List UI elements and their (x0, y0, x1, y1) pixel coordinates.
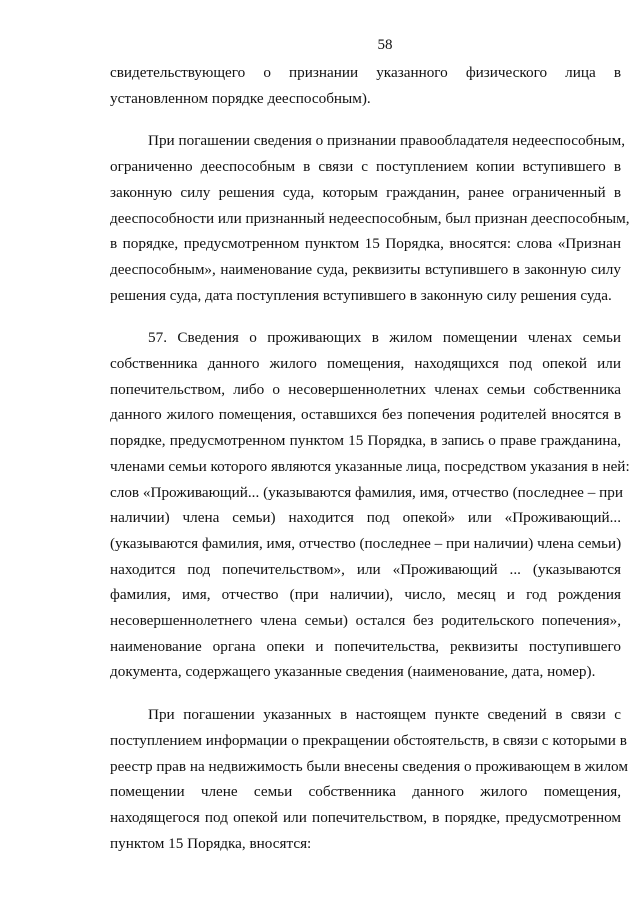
text-line: данного жилого помещения, оставшихся без попечения родителей вносятся в (110, 406, 621, 424)
text-line: фамилия, имя, отчество (при наличии), число, месяц и год рождения (110, 586, 621, 604)
text-line: При погашении сведения о признании правообладателя недееспособным, (148, 132, 626, 150)
text-line: пунктом 15 Порядка, вносятся: (110, 834, 312, 852)
text-line: поступлением информации о прекращении обстоятельств, в связи с которыми в (110, 731, 627, 749)
text-line: наличии) члена семьи) находится под опекой» или «Проживающий... (110, 509, 621, 527)
text-line: реестр прав на недвижимость были внесены сведения о проживающем в жилом (110, 757, 628, 775)
text-line: помещении члене семьи собственника данного жилого помещения, (110, 783, 621, 801)
text-line: порядке, предусмотренном пунктом 15 Порядка, в запись о праве гражданина, (110, 432, 621, 450)
text-line: законную силу решения суда, которым гражданин, ранее ограниченный в (110, 183, 621, 201)
paragraph-3 (110, 325, 630, 685)
text-line: членами семьи которого являются указанные лица, посредством указания в ней: (110, 457, 630, 475)
page-body (110, 60, 630, 856)
text-line: слов «Проживающий... (указываются фамилия, имя, отчество (последнее – при (110, 483, 623, 501)
paragraph-4 (110, 702, 628, 856)
text-line: попечительством, либо о несовершеннолетних членах семьи собственника (110, 380, 621, 398)
text-line: находится под попечительством», или «Проживающий ... (указываются (110, 560, 621, 578)
text-line: документа, содержащего указанные сведения (наименование, дата, номер). (110, 663, 596, 681)
text-line: решения суда, дата поступления вступившего в законную силу решения суда. (110, 286, 612, 304)
text-line: в порядке, предусмотренном пунктом 15 Порядка, вносятся: слова «Признан (110, 235, 621, 253)
text-line: установленном порядке дееспособным). (110, 89, 371, 107)
text-line: находящегося под опекой или попечительством, в порядке, предусмотренном (110, 808, 621, 826)
paragraph-2 (110, 128, 630, 308)
text-line: ограниченно дееспособным в связи с поступлением копии вступившего в (110, 158, 621, 176)
paragraph-1 (110, 60, 621, 111)
text-line: При погашении указанных в настоящем пункте сведений в связи с (148, 706, 621, 724)
text-line: свидетельствующего о признании указанного физического лица в (110, 64, 621, 81)
text-line: 57. Сведения о проживающих в жилом помещении членах семьи (148, 329, 621, 347)
text-line: несовершеннолетнего члена семьи) остался без родительского попечения», (110, 612, 621, 630)
text-line: собственника данного жилого помещения, находящихся под опекой или (110, 355, 621, 373)
text-line: дееспособным», наименование суда, реквизиты вступившего в законную силу (110, 260, 621, 278)
text-line: наименование органа опеки и попечительства, реквизиты поступившего (110, 637, 621, 655)
text-line: дееспособности или признанный недееспособным, был признан дееспособным, (110, 209, 630, 227)
text-line: (указываются фамилия, имя, отчество (последнее – при наличии) члена семьи) (110, 534, 622, 552)
page-number: 58 (377, 37, 393, 53)
